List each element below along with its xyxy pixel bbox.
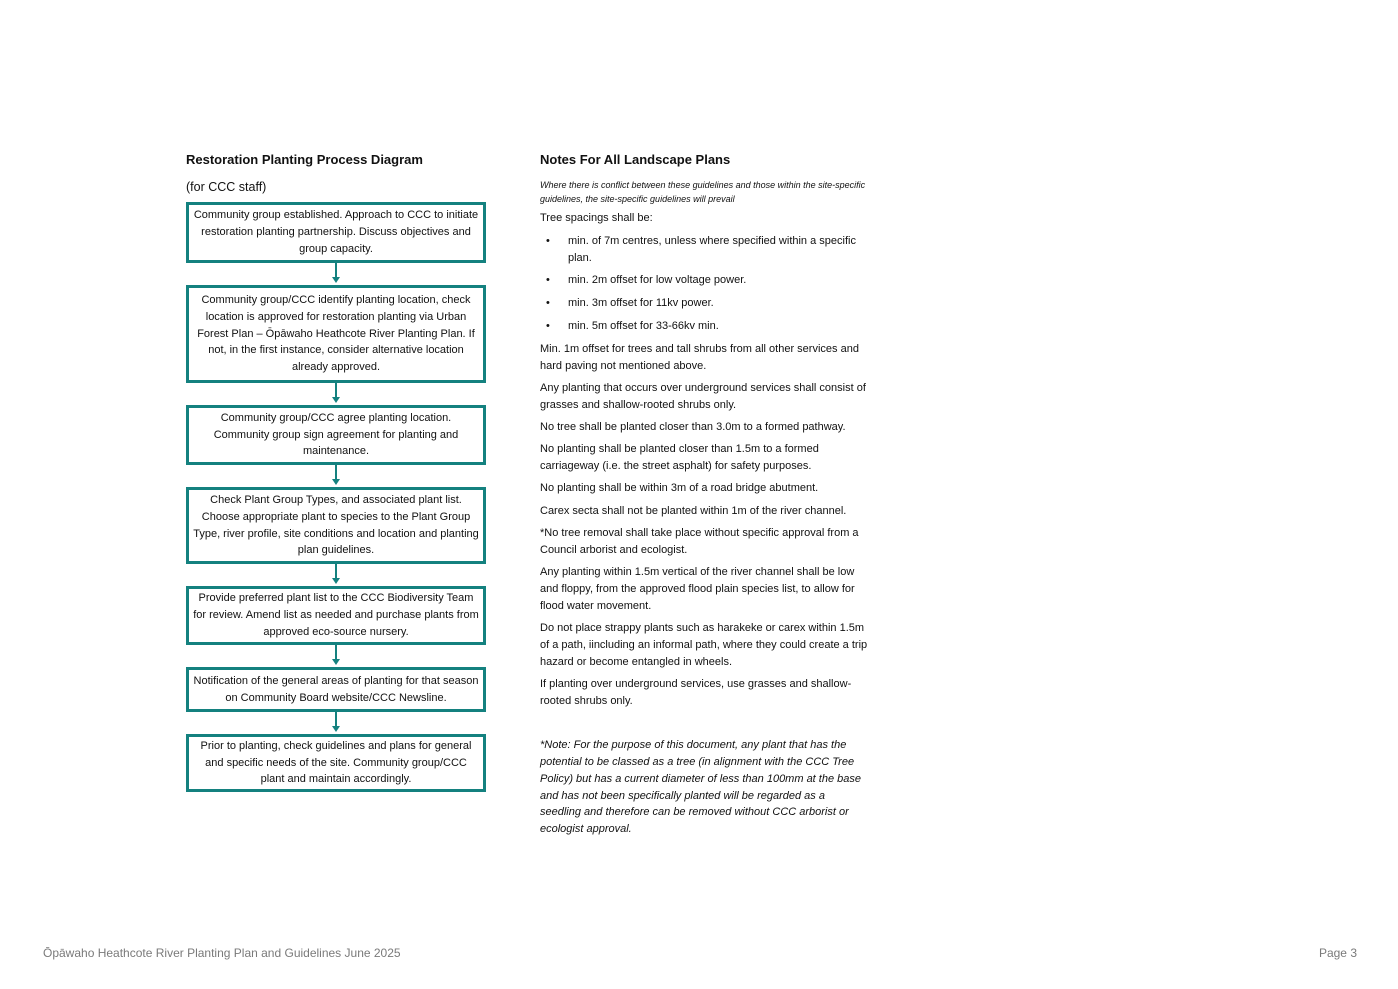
note-paragraph: No planting shall be within 3m of a road bridge abutment. <box>540 482 819 495</box>
page-number: Page 3 <box>1318 946 1357 960</box>
flow-step-6: Notification of the general areas of planting for that season on Community Board website/CCC Newsline. <box>186 667 486 712</box>
list-item: • min. 2m offset for low voltage power. <box>540 272 870 289</box>
note-paragraph: No planting shall be planted closer than 1.5m to a formed carriageway (i.e. the street asphalt) for safety purposes. <box>540 443 819 473</box>
flow-arrow-icon <box>186 564 486 586</box>
notes-title: Notes For All Landscape Plans <box>540 152 731 167</box>
bullet-icon: • <box>546 274 550 287</box>
note-paragraph: *No tree removal shall take place without specific approval from a Council arborist and ecologist. <box>540 526 859 556</box>
note-paragraph: Any planting that occurs over underground services shall consist of grasses and shallow-rooted shrubs only. <box>540 381 866 411</box>
tree-definition-note: *Note: For the purpose of this document, any plant that has the potential to be classed as a tree (in alignment with the CCC Tree Policy) but has a current diameter of less than 100mm at the base and has not been specifically planted will be regarded as a seedling and therefore can be removed without CCC arborist or ecologist approval. <box>540 739 861 835</box>
note-paragraph: No tree shall be planted closer than 3.0m to a formed pathway. <box>540 420 846 433</box>
notes-intro: Where there is conflict between these guidelines and those within the site-specific guidelines, the site-specific guidelines will prevail <box>540 180 866 204</box>
tree-spacing-list <box>540 233 870 335</box>
list-item: • min. 5m offset for 33-66kv min. <box>540 318 870 335</box>
flow-arrow-icon <box>186 383 486 405</box>
flow-step-3: Community group/CCC agree planting location. Community group sign agreement for planting and maintenance. <box>186 405 486 465</box>
process-diagram <box>186 150 486 792</box>
note-paragraph: Do not place strappy plants such as harakeke or carex within 1.5m of a path, iincluding an informal path, where they could create a trip hazard or become entangled in wheels. <box>540 621 868 668</box>
note-paragraph: Min. 1m offset for trees and tall shrubs from all other services and hard paving not mentioned above. <box>540 342 859 372</box>
flow-step-7: Prior to planting, check guidelines and plans for general and specific needs of the site. Community group/CCC plant and maintain accordingly. <box>186 734 486 792</box>
landscape-notes <box>540 150 870 838</box>
flow-arrow-icon <box>186 712 486 734</box>
bullet-icon: • <box>546 319 550 332</box>
flow-step-4: Check Plant Group Types, and associated plant list. Choose appropriate plant to species to the Plant Group Type, river profile, site conditions and location and planting plan guidelines. <box>186 487 486 564</box>
note-paragraph: If planting over underground services, use grasses and shallow-rooted shrubs only. <box>540 677 852 707</box>
process-diagram-subtitle: (for CCC staff) <box>186 180 267 194</box>
bullet-icon: • <box>546 297 550 310</box>
flow-arrow-icon <box>186 263 486 285</box>
list-item: • min. of 7m centres, unless where specified within a specific plan. <box>546 234 856 264</box>
flow-arrow-icon <box>186 645 486 667</box>
note-paragraph: Carex secta shall not be planted within 1m of the river channel. <box>540 504 847 517</box>
flow-step-1: Community group established. Approach to CCC to initiate restoration planting partnership. Discuss objectives and group capacity. <box>186 202 486 263</box>
note-paragraph: Any planting within 1.5m vertical of the river channel shall be low and floppy, from the approved flood plain species list, to allow for flood water movement. <box>540 566 855 612</box>
bullet-icon: • <box>546 234 550 247</box>
flow-step-5: Provide preferred plant list to the CCC Biodiversity Team for review. Amend list as needed and purchase plants from approved eco-source nursery. <box>186 586 486 645</box>
flow-step-2: Community group/CCC identify planting location, check location is approved for restoration planting via Urban Forest Plan – Ōpāwaho Heathcote River Planting Plan. If not, in the first instance, consider alternative location already approved. <box>186 285 486 383</box>
process-diagram-title: Restoration Planting Process Diagram <box>186 152 423 167</box>
tree-spacing-label: Tree spacings shall be: <box>540 212 653 224</box>
list-item: • min. 3m offset for 11kv power. <box>540 295 870 312</box>
footer-document-title: Ōpāwaho Heathcote River Planting Plan and Guidelines June 2025 <box>43 946 401 960</box>
flow-arrow-icon <box>186 465 486 487</box>
